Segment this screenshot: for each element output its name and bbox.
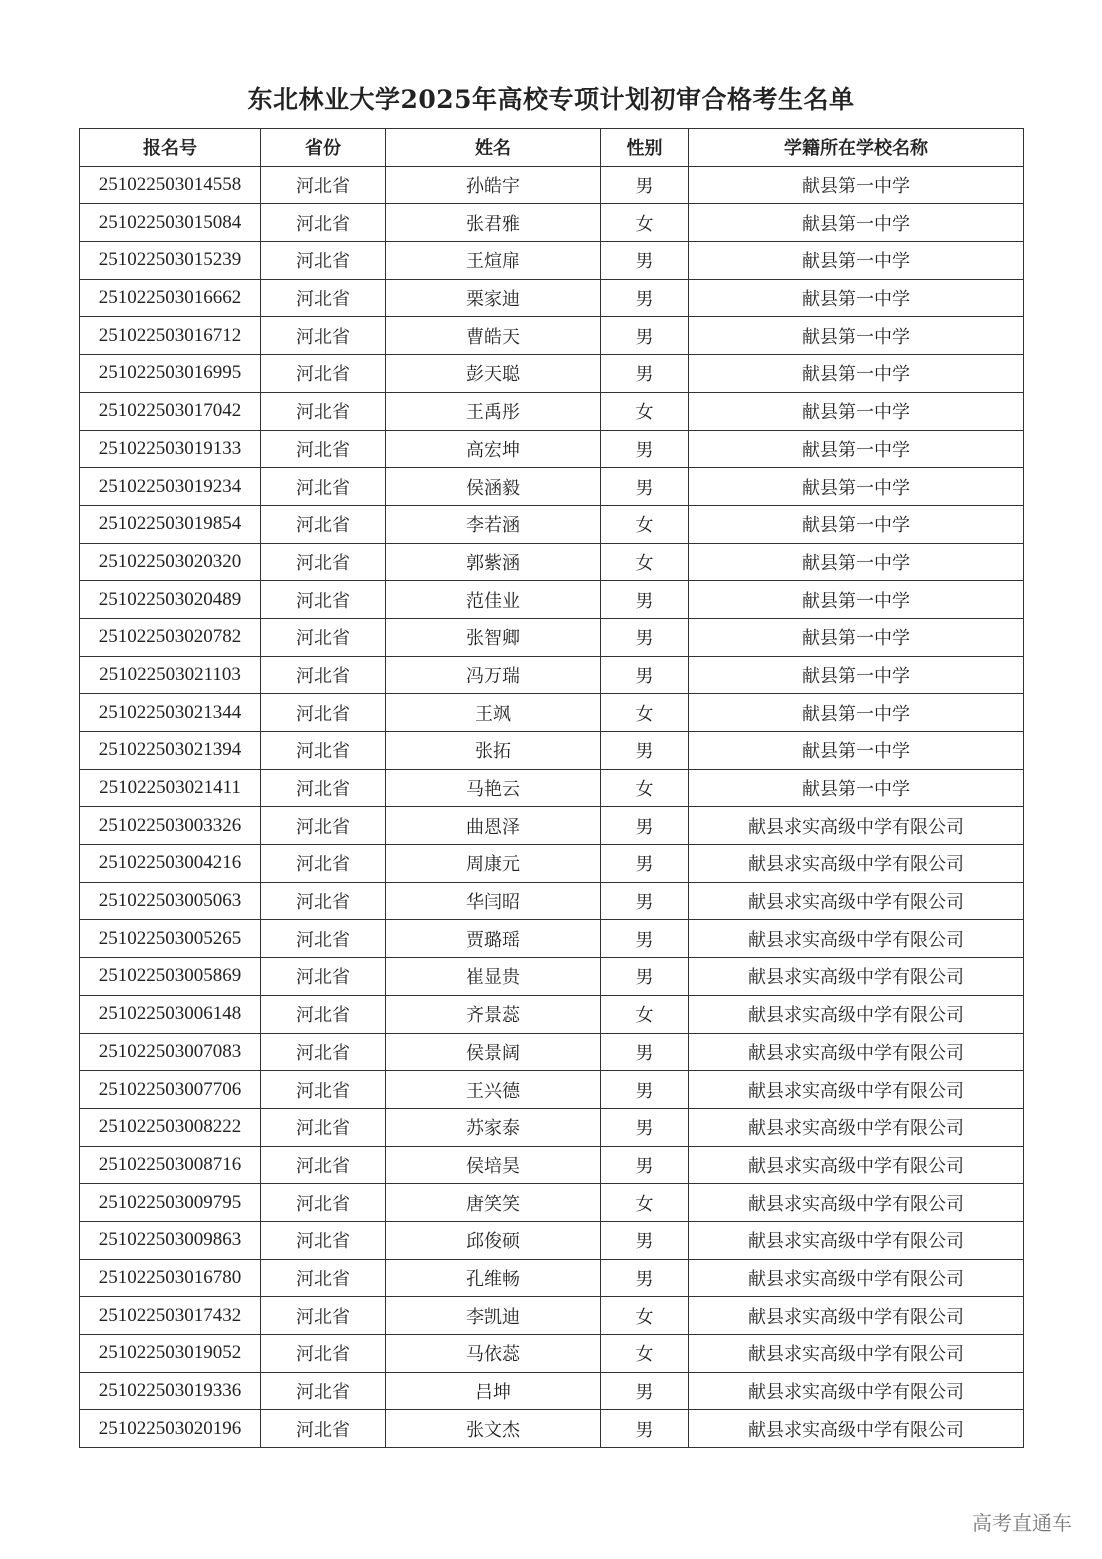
name-cell: 彭天聪 — [386, 355, 601, 393]
province-cell: 河北省 — [261, 995, 386, 1033]
table-row — [80, 317, 1024, 355]
school-cell: 献县求实高级中学有限公司 — [689, 1410, 1024, 1448]
document-title: 东北林业大学2025年高校专项计划初审合格考生名单 — [247, 85, 855, 114]
gender-cell: 男 — [601, 845, 689, 883]
school-cell: 献县求实高级中学有限公司 — [689, 807, 1024, 845]
gender-cell: 男 — [601, 279, 689, 317]
registration-id-cell: 251022503020196 — [80, 1410, 261, 1448]
registration-id-cell: 251022503016780 — [80, 1259, 261, 1297]
registration-id-cell: 251022503016712 — [80, 317, 261, 355]
table-row — [80, 1297, 1024, 1335]
gender-cell: 女 — [601, 392, 689, 430]
name-cell: 栗家迪 — [386, 279, 601, 317]
table-row — [80, 430, 1024, 468]
school-cell: 献县第一中学 — [689, 769, 1024, 807]
registration-id-cell: 251022503005265 — [80, 920, 261, 958]
province-cell: 河北省 — [261, 317, 386, 355]
table-row — [80, 242, 1024, 280]
registration-id-cell: 251022503008716 — [80, 1146, 261, 1184]
gender-cell: 女 — [601, 1335, 689, 1373]
table-row — [80, 920, 1024, 958]
table-row — [80, 882, 1024, 920]
gender-cell: 男 — [601, 1033, 689, 1071]
registration-id-cell: 251022503019336 — [80, 1372, 261, 1410]
province-cell: 河北省 — [261, 1033, 386, 1071]
column-header-name: 姓名 — [386, 129, 601, 167]
gender-cell: 男 — [601, 1146, 689, 1184]
registration-id-cell: 251022503020782 — [80, 618, 261, 656]
school-cell: 献县第一中学 — [689, 355, 1024, 393]
name-cell: 周康元 — [386, 845, 601, 883]
registration-id-cell: 251022503006148 — [80, 995, 261, 1033]
table-row — [80, 355, 1024, 393]
school-cell: 献县求实高级中学有限公司 — [689, 1146, 1024, 1184]
gender-cell: 女 — [601, 995, 689, 1033]
registration-id-cell: 251022503019052 — [80, 1335, 261, 1373]
school-cell: 献县第一中学 — [689, 430, 1024, 468]
table-row — [80, 958, 1024, 996]
registration-id-cell: 251022503020320 — [80, 543, 261, 581]
name-cell: 曹皓天 — [386, 317, 601, 355]
province-cell: 河北省 — [261, 769, 386, 807]
school-cell: 献县第一中学 — [689, 392, 1024, 430]
school-cell: 献县第一中学 — [689, 279, 1024, 317]
registration-id-cell: 251022503004216 — [80, 845, 261, 883]
school-cell: 献县第一中学 — [689, 618, 1024, 656]
name-cell: 孔维畅 — [386, 1259, 601, 1297]
school-cell: 献县第一中学 — [689, 581, 1024, 619]
name-cell: 齐景蕊 — [386, 995, 601, 1033]
registration-id-cell: 251022503009863 — [80, 1221, 261, 1259]
province-cell: 河北省 — [261, 1410, 386, 1448]
name-cell: 侯景阔 — [386, 1033, 601, 1071]
gender-cell: 女 — [601, 505, 689, 543]
name-cell: 王飒 — [386, 694, 601, 732]
table-row — [80, 995, 1024, 1033]
school-cell: 献县求实高级中学有限公司 — [689, 1108, 1024, 1146]
gender-cell: 女 — [601, 694, 689, 732]
province-cell: 河北省 — [261, 242, 386, 280]
gender-cell: 男 — [601, 430, 689, 468]
province-cell: 河北省 — [261, 468, 386, 506]
name-cell: 张文杰 — [386, 1410, 601, 1448]
registration-id-cell: 251022503009795 — [80, 1184, 261, 1222]
school-cell: 献县第一中学 — [689, 204, 1024, 242]
registration-id-cell: 251022503005063 — [80, 882, 261, 920]
name-cell: 范佳业 — [386, 581, 601, 619]
table-row — [80, 1372, 1024, 1410]
gender-cell: 男 — [601, 1071, 689, 1109]
province-cell: 河北省 — [261, 1108, 386, 1146]
table-row — [80, 204, 1024, 242]
name-cell: 苏家泰 — [386, 1108, 601, 1146]
name-cell: 张智卿 — [386, 618, 601, 656]
school-cell: 献县第一中学 — [689, 543, 1024, 581]
gender-cell: 女 — [601, 1297, 689, 1335]
school-cell: 献县求实高级中学有限公司 — [689, 920, 1024, 958]
name-cell: 王禹彤 — [386, 392, 601, 430]
province-cell: 河北省 — [261, 732, 386, 770]
registration-id-cell: 251022503021394 — [80, 732, 261, 770]
province-cell: 河北省 — [261, 694, 386, 732]
province-cell: 河北省 — [261, 1146, 386, 1184]
table-body — [80, 166, 1024, 1447]
table-row — [80, 279, 1024, 317]
province-cell: 河北省 — [261, 1335, 386, 1373]
gender-cell: 女 — [601, 204, 689, 242]
table-row — [80, 1146, 1024, 1184]
column-header-gender: 性别 — [601, 129, 689, 167]
school-cell: 献县求实高级中学有限公司 — [689, 995, 1024, 1033]
name-cell: 崔显贵 — [386, 958, 601, 996]
gender-cell: 男 — [601, 920, 689, 958]
school-cell: 献县第一中学 — [689, 468, 1024, 506]
province-cell: 河北省 — [261, 807, 386, 845]
province-cell: 河北省 — [261, 920, 386, 958]
registration-id-cell: 251022503019854 — [80, 505, 261, 543]
column-header-registration-id: 报名号 — [80, 129, 261, 167]
registration-id-cell: 251022503003326 — [80, 807, 261, 845]
table-row — [80, 543, 1024, 581]
table-row — [80, 732, 1024, 770]
gender-cell: 女 — [601, 1184, 689, 1222]
province-cell: 河北省 — [261, 392, 386, 430]
gender-cell: 男 — [601, 242, 689, 280]
school-cell: 献县求实高级中学有限公司 — [689, 1297, 1024, 1335]
name-cell: 邱俊硕 — [386, 1221, 601, 1259]
name-cell: 李凯迪 — [386, 1297, 601, 1335]
table-row — [80, 166, 1024, 204]
province-cell: 河北省 — [261, 543, 386, 581]
gender-cell: 男 — [601, 732, 689, 770]
name-cell: 郭紫涵 — [386, 543, 601, 581]
school-cell: 献县第一中学 — [689, 317, 1024, 355]
column-header-school: 学籍所在学校名称 — [689, 129, 1024, 167]
table-row — [80, 845, 1024, 883]
registration-id-cell: 251022503019133 — [80, 430, 261, 468]
name-cell: 华闫昭 — [386, 882, 601, 920]
table-row — [80, 1410, 1024, 1448]
table-row — [80, 581, 1024, 619]
table-row — [80, 807, 1024, 845]
province-cell: 河北省 — [261, 1297, 386, 1335]
gender-cell: 男 — [601, 166, 689, 204]
province-cell: 河北省 — [261, 166, 386, 204]
registration-id-cell: 251022503016662 — [80, 279, 261, 317]
name-cell: 王兴德 — [386, 1071, 601, 1109]
registration-id-cell: 251022503017432 — [80, 1297, 261, 1335]
province-cell: 河北省 — [261, 618, 386, 656]
table-row — [80, 1108, 1024, 1146]
school-cell: 献县求实高级中学有限公司 — [689, 1372, 1024, 1410]
name-cell: 张拓 — [386, 732, 601, 770]
table-row — [80, 1033, 1024, 1071]
gender-cell: 男 — [601, 1372, 689, 1410]
gender-cell: 男 — [601, 882, 689, 920]
province-cell: 河北省 — [261, 656, 386, 694]
registration-id-cell: 251022503008222 — [80, 1108, 261, 1146]
table-row — [80, 1259, 1024, 1297]
gender-cell: 男 — [601, 1259, 689, 1297]
name-cell: 吕坤 — [386, 1372, 601, 1410]
table-row — [80, 468, 1024, 506]
school-cell: 献县第一中学 — [689, 732, 1024, 770]
registration-id-cell: 251022503019234 — [80, 468, 261, 506]
school-cell: 献县求实高级中学有限公司 — [689, 1259, 1024, 1297]
name-cell: 侯涵毅 — [386, 468, 601, 506]
school-cell: 献县第一中学 — [689, 166, 1024, 204]
school-cell: 献县求实高级中学有限公司 — [689, 1071, 1024, 1109]
candidate-table — [79, 128, 1024, 1448]
registration-id-cell: 251022503021411 — [80, 769, 261, 807]
school-cell: 献县求实高级中学有限公司 — [689, 1184, 1024, 1222]
registration-id-cell: 251022503017042 — [80, 392, 261, 430]
registration-id-cell: 251022503015084 — [80, 204, 261, 242]
table-row — [80, 618, 1024, 656]
school-cell: 献县第一中学 — [689, 505, 1024, 543]
registration-id-cell: 251022503015239 — [80, 242, 261, 280]
province-cell: 河北省 — [261, 279, 386, 317]
province-cell: 河北省 — [261, 1221, 386, 1259]
name-cell: 高宏坤 — [386, 430, 601, 468]
gender-cell: 男 — [601, 1221, 689, 1259]
school-cell: 献县求实高级中学有限公司 — [689, 1221, 1024, 1259]
name-cell: 曲恩泽 — [386, 807, 601, 845]
gender-cell: 男 — [601, 468, 689, 506]
registration-id-cell: 251022503021103 — [80, 656, 261, 694]
school-cell: 献县求实高级中学有限公司 — [689, 1033, 1024, 1071]
watermark: 高考直通车 — [972, 1511, 1072, 1535]
registration-id-cell: 251022503020489 — [80, 581, 261, 619]
table-row — [80, 1184, 1024, 1222]
school-cell: 献县第一中学 — [689, 694, 1024, 732]
table-row — [80, 769, 1024, 807]
province-cell: 河北省 — [261, 204, 386, 242]
school-cell: 献县第一中学 — [689, 656, 1024, 694]
table-header-row — [80, 129, 1024, 167]
province-cell: 河北省 — [261, 882, 386, 920]
name-cell: 马依蕊 — [386, 1335, 601, 1373]
name-cell: 贾璐瑶 — [386, 920, 601, 958]
province-cell: 河北省 — [261, 1259, 386, 1297]
registration-id-cell: 251022503021344 — [80, 694, 261, 732]
gender-cell: 女 — [601, 769, 689, 807]
gender-cell: 男 — [601, 581, 689, 619]
gender-cell: 男 — [601, 1410, 689, 1448]
table-row — [80, 1221, 1024, 1259]
gender-cell: 男 — [601, 656, 689, 694]
gender-cell: 男 — [601, 1108, 689, 1146]
gender-cell: 女 — [601, 543, 689, 581]
province-cell: 河北省 — [261, 430, 386, 468]
registration-id-cell: 251022503014558 — [80, 166, 261, 204]
registration-id-cell: 251022503016995 — [80, 355, 261, 393]
registration-id-cell: 251022503007083 — [80, 1033, 261, 1071]
gender-cell: 男 — [601, 317, 689, 355]
province-cell: 河北省 — [261, 581, 386, 619]
school-cell: 献县求实高级中学有限公司 — [689, 1335, 1024, 1373]
gender-cell: 男 — [601, 807, 689, 845]
province-cell: 河北省 — [261, 1372, 386, 1410]
school-cell: 献县求实高级中学有限公司 — [689, 882, 1024, 920]
name-cell: 王煊扉 — [386, 242, 601, 280]
name-cell: 李若涵 — [386, 505, 601, 543]
name-cell: 张君雅 — [386, 204, 601, 242]
name-cell: 冯万瑞 — [386, 656, 601, 694]
registration-id-cell: 251022503007706 — [80, 1071, 261, 1109]
table-row — [80, 1071, 1024, 1109]
name-cell: 唐笑笑 — [386, 1184, 601, 1222]
column-header-province: 省份 — [261, 129, 386, 167]
school-cell: 献县求实高级中学有限公司 — [689, 845, 1024, 883]
province-cell: 河北省 — [261, 958, 386, 996]
school-cell: 献县第一中学 — [689, 242, 1024, 280]
table-row — [80, 1335, 1024, 1373]
gender-cell: 男 — [601, 355, 689, 393]
table-row — [80, 392, 1024, 430]
table-row — [80, 656, 1024, 694]
table-row — [80, 694, 1024, 732]
province-cell: 河北省 — [261, 845, 386, 883]
table-row — [80, 505, 1024, 543]
gender-cell: 男 — [601, 618, 689, 656]
province-cell: 河北省 — [261, 505, 386, 543]
gender-cell: 男 — [601, 958, 689, 996]
registration-id-cell: 251022503005869 — [80, 958, 261, 996]
school-cell: 献县求实高级中学有限公司 — [689, 958, 1024, 996]
province-cell: 河北省 — [261, 1071, 386, 1109]
name-cell: 马艳云 — [386, 769, 601, 807]
name-cell: 侯培昊 — [386, 1146, 601, 1184]
province-cell: 河北省 — [261, 355, 386, 393]
province-cell: 河北省 — [261, 1184, 386, 1222]
name-cell: 孙皓宇 — [386, 166, 601, 204]
